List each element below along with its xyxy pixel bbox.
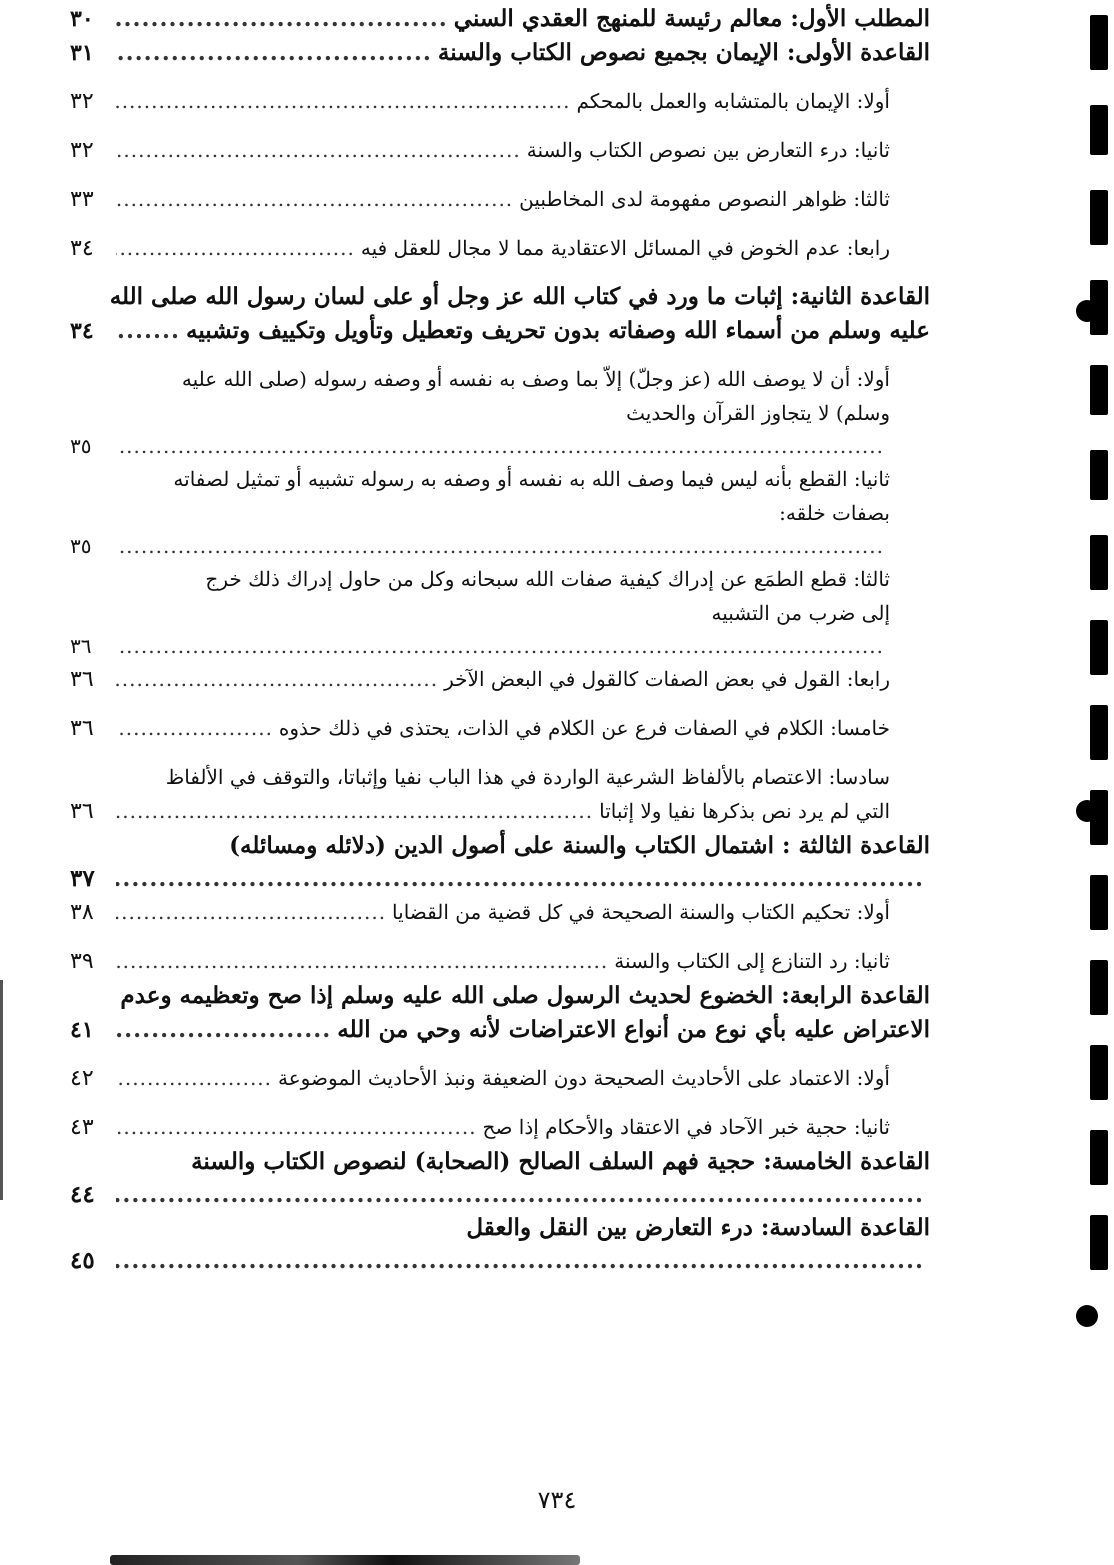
toc-entry-page: ٣٨ [70,900,94,925]
toc-entry-title: ثالثا: ظواهر النصوص مفهومة لدى المخاطبين [519,187,890,211]
toc-entry-title: خامسا: الكلام في الصفات فرع عن الكلام في الذات، يحتذى في ذلك حذوه [278,716,890,740]
toc-entry-page: ٤٢ [70,1066,94,1091]
toc-entry-title: القاعدة الأولى: الإيمان بجميع نصوص الكتاب والسنة [437,39,930,66]
toc-entry[interactable] [70,895,890,930]
dot-leader [116,895,386,929]
toc-entry-page: ٣٤ [70,236,94,261]
toc-entry-page: ٣٠ [70,6,94,32]
toc-entry[interactable] [70,829,930,895]
binding-mark [1090,960,1108,1015]
toc-entry-title: القاعدة الثانية: إثبات ما ورد في كتاب الله عز وجل أو على لسان رسول الله صلى الله [109,283,930,310]
toc-entry-title: القاعدة الخامسة: حجية فهم السلف الصالح (الصحابة) لنصوص الكتاب والسنة [191,1148,930,1175]
toc-entry[interactable] [70,280,930,348]
dot-leader [116,36,432,70]
binding-mark [1090,1215,1108,1270]
toc-entry-page: ٣٥ [70,434,92,458]
binding-mark [1090,875,1108,930]
dot-leader [116,314,180,348]
binding-mark [1090,705,1108,760]
toc-entry-page: ٤١ [70,1017,94,1043]
toc-entry-page: ٣٢ [70,138,94,163]
binding-hole [1076,1305,1098,1327]
toc-entry-page: ٣٦ [70,716,94,741]
toc-entry-page: ٣١ [70,40,94,66]
binding-mark [1090,620,1108,675]
binding-mark [1090,105,1108,155]
toc-entry-title: أولا: الاعتماد على الأحاديث الصحيحة دون الضعيفة ونبذ الأحاديث الموضوعة [278,1066,890,1090]
toc-entry[interactable] [70,711,890,746]
dot-leader [116,1013,331,1047]
toc-entry-title: أولا: أن لا يوصف الله (عز وجلّ) إلاّ بما وصف به نفسه أو وصفه رسوله (صلى الله عليه [181,367,890,391]
toc-entry-title-continued: وسلم) لا يتجاوز القرآن والحديث [626,401,890,425]
toc-entry-title: ثانيا: رد التنازع إلى الكتاب والسنة [614,949,890,973]
toc-entry-title: أولا: الإيمان بالمتشابه والعمل بالمحكم [576,89,890,113]
binding-mark [1090,190,1108,245]
toc-entry-title: رابعا: عدم الخوض في المسائل الاعتقادية مما لا مجال للعقل فيه [360,236,890,260]
toc-entry-page: ٣٦ [70,634,92,658]
toc-entry-page: ٤٤ [70,1181,95,1208]
toc-entry[interactable] [70,1211,930,1277]
dot-leader [116,1245,924,1277]
toc-entry-page: ٣٢ [70,89,94,114]
toc-entry-page: ٤٣ [70,1115,94,1140]
toc-entry[interactable] [70,362,890,462]
toc-entry[interactable] [70,1110,890,1145]
dot-leader [116,231,355,265]
toc-entry[interactable] [70,2,930,36]
binding-mark [1090,1130,1108,1185]
binding-mark [1090,365,1108,415]
toc-entry-title: القاعدة الثالثة : اشتمال الكتاب والسنة على أصول الدين (دلائله ومسائله) [229,832,930,859]
binding-mark [1090,1045,1108,1100]
toc-entry-page: ٣٦ [70,667,94,692]
toc-entry[interactable] [70,133,890,168]
page-number: ٧٣٤ [537,1486,577,1514]
dot-leader [116,133,521,167]
toc-entry[interactable] [70,1145,930,1211]
toc-entry-title: ثانيا: درء التعارض بين نصوص الكتاب والسنة [526,138,890,162]
toc-entry-title: سادسا: الاعتصام بالألفاظ الشرعية الواردة في هذا الباب نفيا وإثباتا، والتوقف في الألفاظ [165,765,890,789]
binding-mark [1090,450,1108,500]
toc-entry-title: القاعدة السادسة: درء التعارض بين النقل والعقل [466,1214,930,1241]
table-of-contents [70,2,930,1277]
page-edge [0,980,3,1200]
toc-entry[interactable] [70,182,890,217]
dot-leader [116,944,608,978]
toc-entry-title: ثانيا: القطع بأنه ليس فيما وصف الله به نفسه أو وصفه به رسوله تشبيه أو تمثيل لصفاته [173,467,890,491]
toc-entry[interactable] [70,662,890,697]
dot-leader [116,84,571,118]
dot-leader [116,182,513,216]
dot-leader [116,863,924,895]
dot-leader [116,1110,477,1144]
toc-entry-title: ثانيا: حجية خبر الآحاد في الاعتقاد والأحكام إذا صح [482,1115,890,1139]
toc-entry-page: ٣٦ [70,799,94,824]
toc-entry-page: ٣٥ [70,534,92,558]
binding-mark [1090,15,1108,70]
dot-leader [116,530,884,562]
toc-entry-page: ٣٩ [70,949,94,974]
toc-entry[interactable] [70,462,890,562]
scan-artifact [110,1555,580,1565]
dot-leader [116,662,438,696]
toc-entry-title-continued: بصفات خلقه: [779,501,890,525]
toc-entry[interactable] [70,944,890,979]
toc-entry-title: رابعا: القول في بعض الصفات كالقول في البعض الآخر [444,667,890,691]
toc-entry-title: المطلب الأول: معالم رئيسة للمنهج العقدي السني [453,5,930,32]
toc-entry[interactable] [70,36,930,70]
toc-entry[interactable] [70,979,930,1047]
toc-entry[interactable] [70,231,890,266]
binding-strip [1074,0,1108,1565]
binding-mark [1090,280,1108,335]
toc-entry-title: أولا: تحكيم الكتاب والسنة الصحيحة في كل قضية من القضايا [392,900,890,924]
dot-leader [116,1061,272,1095]
toc-entry-title: ثالثا: قطع الطمَع عن إدراك كيفية صفات الله سبحانه وكل من حاول إدراك ذلك خرج [205,567,890,591]
toc-entry-title-continued: عليه وسلم من أسماء الله وصفاته بدون تحريف وتعطيل وتأويل وتكييف وتشبيه [186,317,930,344]
toc-entry-title-continued: إلى ضرب من التشبيه [711,601,890,625]
dot-leader [116,2,448,36]
toc-entry-page: ٣٧ [70,865,95,892]
toc-entry-title: القاعدة الرابعة: الخضوع لحديث الرسول صلى الله عليه وسلم إذا صح وتعظيمه وعدم [120,982,930,1009]
toc-entry-title-continued: التي لم يرد نص بذكرها نفيا ولا إثباتا [599,799,890,823]
toc-entry[interactable] [70,760,890,829]
dot-leader [116,1179,924,1211]
dot-leader [116,430,884,462]
binding-mark [1090,535,1108,590]
toc-entry-page: ٤٥ [70,1247,95,1274]
dot-leader [116,711,273,745]
toc-entry-page: ٣٣ [70,187,94,212]
binding-mark [1090,790,1108,845]
toc-entry[interactable] [70,84,890,119]
dot-leader [116,794,593,828]
toc-entry[interactable] [70,562,890,662]
dot-leader [116,630,884,662]
toc-entry[interactable] [70,1061,890,1096]
toc-entry-title-continued: الاعتراض عليه بأي نوع من أنواع الاعتراضات لأنه وحي من الله [337,1016,930,1043]
toc-entry-page: ٣٤ [70,318,94,344]
